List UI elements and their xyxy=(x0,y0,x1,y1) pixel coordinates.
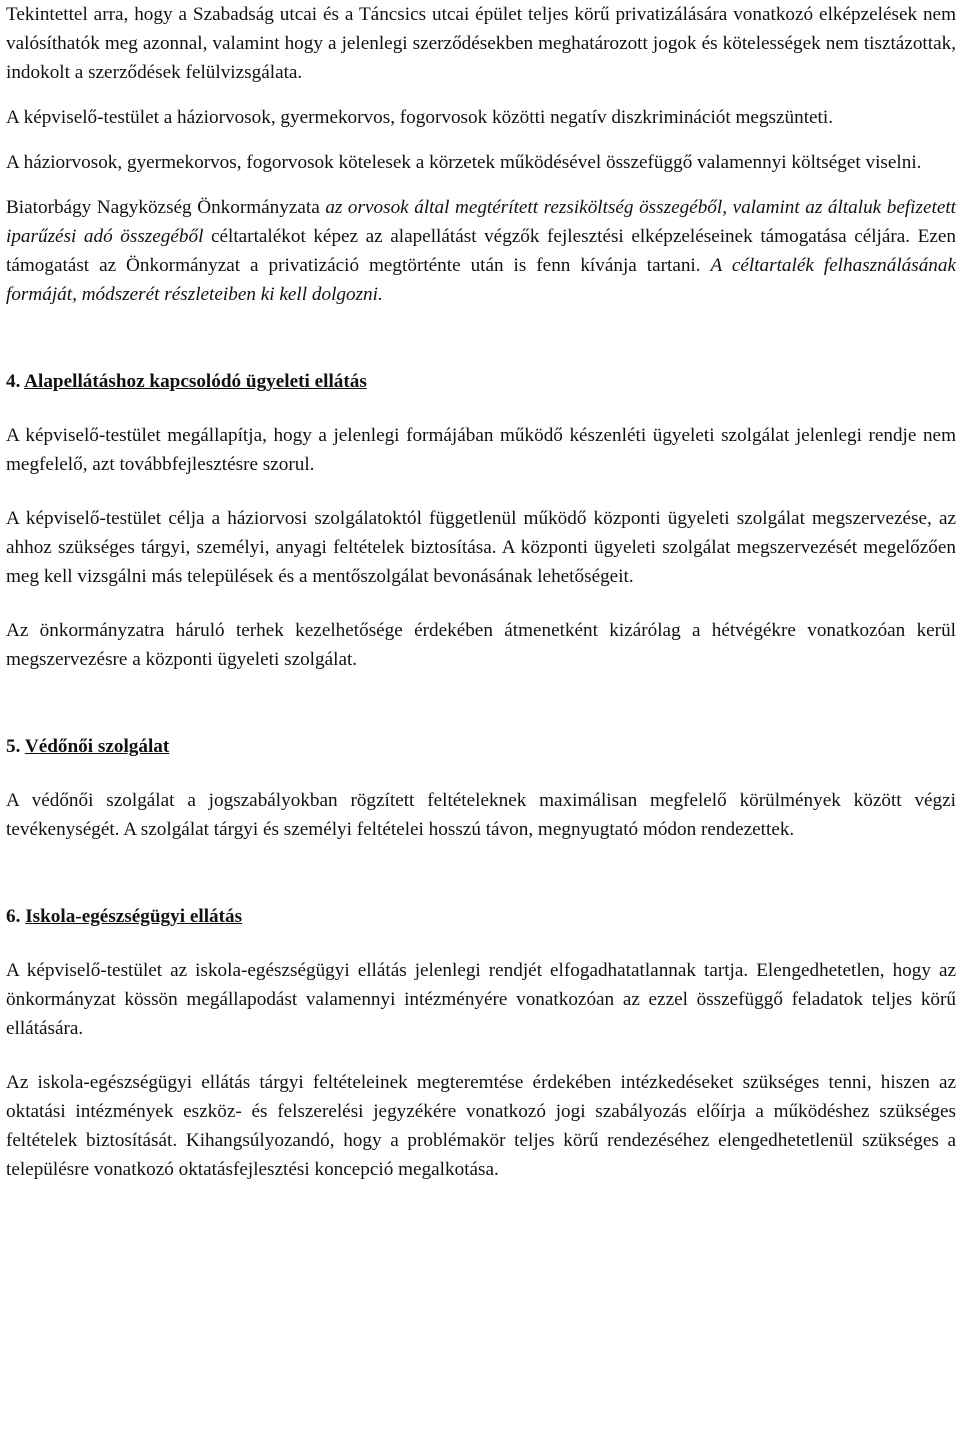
section-4-paragraph-1: A képviselő-testület megállapítja, hogy a jelenlegi formájában működő készenléti ügyeleti szolgálat jelenlegi rendje nem megfelelő, azt továbbfejlesztésre szorul. xyxy=(6,425,956,475)
section-6-heading xyxy=(6,902,956,931)
section-4-title: Alapellátáshoz kapcsolódó ügyeleti ellátás xyxy=(24,371,367,392)
section-4-heading xyxy=(6,367,956,396)
section-4-paragraph-3: Az önkormányzatra háruló terhek kezelhetősége érdekében átmenetként kizárólag a hétvégékre vonatkozóan kerül megszervezésre a központi ügyeleti szolgálat. xyxy=(6,620,956,670)
section-6-paragraph-2: Az iskola-egészségügyi ellátás tárgyi feltételeinek megteremtése érdekében intézkedéseket szükséges tenni, hiszen az oktatási intézmények eszköz- és felszerelési jegyzékére vonatkozó jogi szabályozás előírja a működéshez szükséges feltételek biztosítását. Kihangsúlyozandó, hogy a problémakör teljes körű rendezéséhez elengedhetetlenül szükséges a településre vonatkozó oktatásfejlesztési koncepció megalkotása. xyxy=(6,1072,956,1180)
reserve-text-1: Biatorbágy Nagyközség Önkormányzata xyxy=(6,197,326,218)
section-6-paragraph-1: A képviselő-testület az iskola-egészségügyi ellátás jelenlegi rendjét elfogadhatatlannak tartja. Elengedhetetlen, hogy az önkormányzat kössön megállapodást valamennyi intézményére vonatkozóan az ezzel összefüggő feladatok teljes körű ellátására. xyxy=(6,960,956,1039)
section-4-paragraph-2: A képviselő-testület célja a háziorvosi szolgálatoktól függetlenül működő központi ügyeleti szolgálat megszervezése, az ahhoz szükséges tárgyi, személyi, anyagi feltételek biztosítása. A központi ügyeleti szolgálat megszervezését megelőzően meg kell vizsgálni más települések és a mentőszolgálat bevonásának lehetőségeit. xyxy=(6,508,956,587)
section-4-number: 4. xyxy=(6,371,21,392)
section-6-number: 6. xyxy=(6,906,21,927)
paragraph-discrimination: A képviselő-testület a háziorvosok, gyermekorvos, fogorvosok közötti negatív diszkriminációt megszünteti. xyxy=(6,107,834,128)
reserve-text-4-italic: A céltartalék felhasználásának formáját, módszerét részleteiben ki kell dolgozni. xyxy=(6,255,957,305)
section-5-paragraph-1: A védőnői szolgálat a jogszabályokban rögzített feltételeknek maximálisan megfelelő körülmények között végzi tevékenységét. A szolgálat tárgyi és személyi feltételei hosszú távon, megnyugtató módon rendezettek. xyxy=(6,790,956,840)
paragraph-costs: A háziorvosok, gyermekorvos, fogorvosok kötelesek a körzetek működésével összefüggő valamennyi költséget viselni. xyxy=(6,152,922,173)
reserve-text-3: céltartalékot képez az alapellátást végzők fejlesztési elképzeléseinek támogatása céljára. Ezen támogatást az Önkormányzat a privatizáció megtörténte után is fenn kívánja tartani. xyxy=(6,226,957,276)
section-6-title: Iskola-egészségügyi ellátás xyxy=(25,906,243,927)
reserve-text-2-italic: az orvosok által megtérített rezsiköltség összegéből, valamint az általuk befizetett iparűzési adó összegéből xyxy=(6,197,956,247)
paragraph-reserve xyxy=(6,193,956,309)
section-5-number: 5. xyxy=(6,736,21,757)
document-page xyxy=(6,0,956,1184)
paragraph-privatization: Tekintettel arra, hogy a Szabadság utcai és a Táncsics utcai épület teljes körű privatizálására vonatkozó elképzelések nem valósíthatók meg azonnal, valamint hogy a jelenlegi szerződésekben meghatározott jogok és kötelességek nem tisztázottak, indokolt a szerződések felülvizsgálata. xyxy=(6,4,956,83)
section-5-heading xyxy=(6,732,956,761)
section-5-title: Védőnői szolgálat xyxy=(24,736,170,757)
